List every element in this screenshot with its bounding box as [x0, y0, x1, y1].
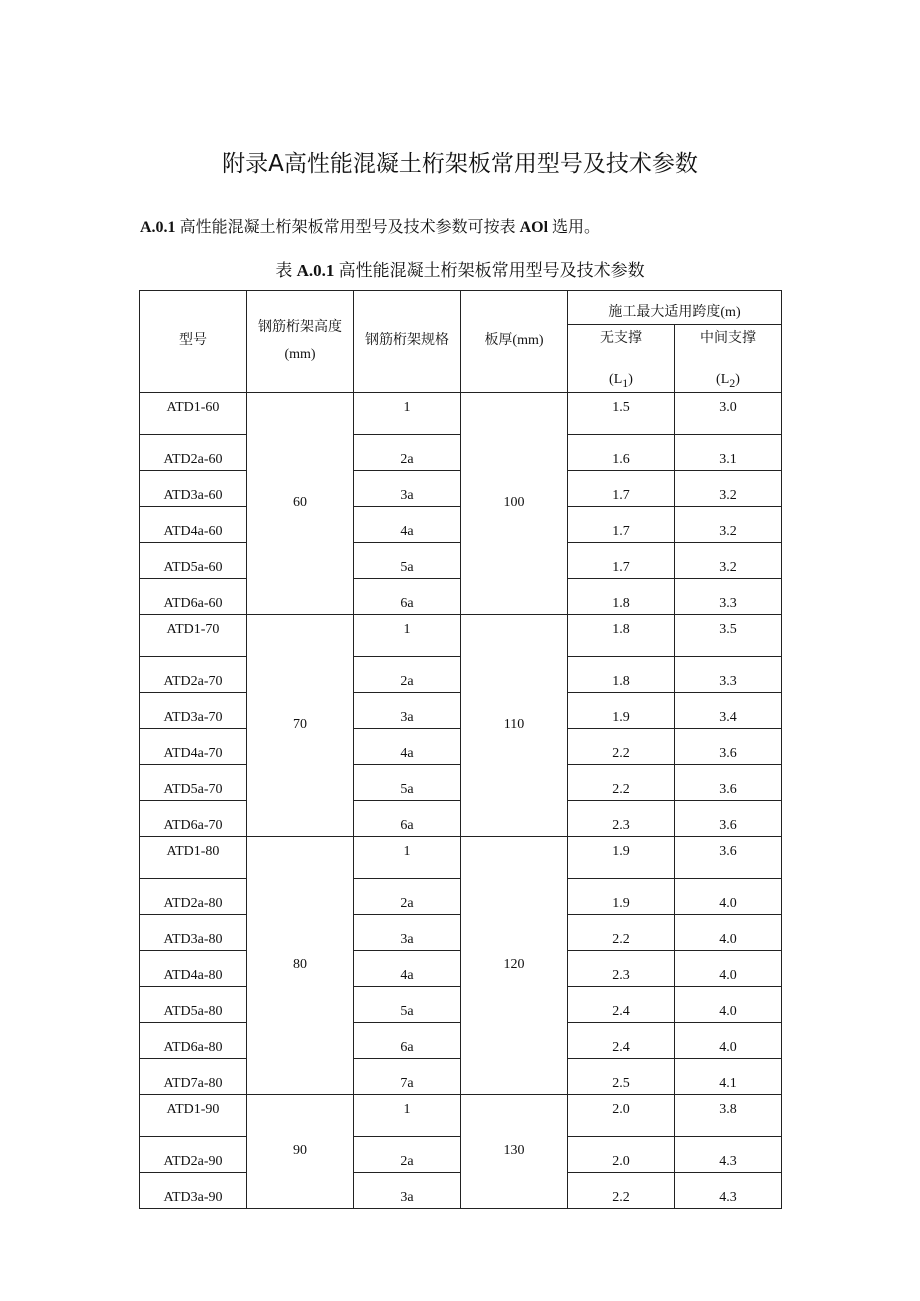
cell-truss-spec: 3a: [354, 1173, 461, 1209]
cell-span-l2: 3.8: [675, 1095, 782, 1137]
header-mid-support: 中间支撑 $(L_2)$: [675, 325, 782, 393]
cell-span-l1: 2.4: [568, 987, 675, 1023]
cell-truss-height: 90: [247, 1095, 354, 1209]
cell-truss-spec: 6a: [354, 801, 461, 837]
cell-span-l2: 3.2: [675, 507, 782, 543]
cell-truss-spec: 2a: [354, 879, 461, 915]
cell-truss-spec: 5a: [354, 543, 461, 579]
cell-model: ATD2a-90: [140, 1137, 247, 1173]
cell-thickness: 110: [461, 615, 568, 837]
cell-truss-spec: 3a: [354, 471, 461, 507]
cell-span-l1: 2.4: [568, 1023, 675, 1059]
cell-model: ATD5a-80: [140, 987, 247, 1023]
cell-span-l2: 4.3: [675, 1173, 782, 1209]
cell-model: ATD6a-80: [140, 1023, 247, 1059]
cell-span-l1: 2.2: [568, 729, 675, 765]
cell-model: ATD1-60: [140, 393, 247, 435]
cell-truss-height: 60: [247, 393, 354, 615]
header-thickness: 板厚(mm): [461, 291, 568, 393]
cell-span-l2: 4.3: [675, 1137, 782, 1173]
cell-span-l1: 2.2: [568, 1173, 675, 1209]
caption-text: 高性能混凝土桁架板常用型号及技术参数: [334, 261, 645, 280]
cell-span-l2: 3.6: [675, 729, 782, 765]
cell-span-l1: 2.3: [568, 801, 675, 837]
cell-span-l1: 2.3: [568, 951, 675, 987]
caption-ref: A.0.1: [296, 261, 335, 280]
cell-span-l2: 4.0: [675, 987, 782, 1023]
cell-truss-spec: 2a: [354, 435, 461, 471]
cell-span-l2: 3.1: [675, 435, 782, 471]
intro-clause-ref: A.0.1: [140, 219, 176, 236]
caption-prefix: 表: [275, 261, 297, 280]
cell-span-l1: 1.9: [568, 879, 675, 915]
cell-span-l2: 4.0: [675, 1023, 782, 1059]
cell-span-l1: 2.2: [568, 765, 675, 801]
cell-model: ATD5a-70: [140, 765, 247, 801]
table-row: [140, 615, 782, 657]
cell-span-l1: 2.2: [568, 915, 675, 951]
intro-table-ref: AOl: [519, 219, 549, 236]
cell-truss-spec: 4a: [354, 729, 461, 765]
cell-span-l2: 3.4: [675, 693, 782, 729]
cell-span-l1: 1.8: [568, 615, 675, 657]
page-title: 附录A高性能混凝土桁架板常用型号及技术参数: [222, 151, 698, 177]
cell-span-l2: 3.0: [675, 393, 782, 435]
cell-truss-spec: 6a: [354, 579, 461, 615]
cell-model: ATD1-90: [140, 1095, 247, 1137]
cell-span-l1: 2.5: [568, 1059, 675, 1095]
cell-span-l1: 2.0: [568, 1137, 675, 1173]
cell-span-l2: 4.0: [675, 915, 782, 951]
cell-truss-spec: 4a: [354, 507, 461, 543]
header-model: 型号: [140, 291, 247, 393]
cell-truss-spec: 6a: [354, 1023, 461, 1059]
cell-span-l1: 1.7: [568, 507, 675, 543]
cell-truss-spec: 4a: [354, 951, 461, 987]
intro-tail: 选用。: [548, 219, 601, 236]
cell-model: ATD3a-90: [140, 1173, 247, 1209]
cell-truss-height: 70: [247, 615, 354, 837]
cell-truss-spec: 1: [354, 615, 461, 657]
cell-truss-height: 80: [247, 837, 354, 1095]
cell-model: ATD2a-60: [140, 435, 247, 471]
cell-span-l1: 1.7: [568, 471, 675, 507]
intro-paragraph: [140, 214, 600, 237]
cell-span-l1: 1.9: [568, 693, 675, 729]
cell-thickness: 130: [461, 1095, 568, 1209]
cell-truss-spec: 7a: [354, 1059, 461, 1095]
cell-model: ATD6a-60: [140, 579, 247, 615]
cell-span-l2: 3.2: [675, 543, 782, 579]
cell-span-l2: 3.6: [675, 837, 782, 879]
header-span: 施工最大适用跨度(m): [568, 291, 782, 325]
cell-thickness: 120: [461, 837, 568, 1095]
cell-span-l2: 4.0: [675, 879, 782, 915]
cell-span-l1: 1.9: [568, 837, 675, 879]
cell-model: ATD3a-70: [140, 693, 247, 729]
cell-truss-spec: 5a: [354, 765, 461, 801]
intro-text: 高性能混凝土桁架板常用型号及技术参数可按表: [175, 219, 520, 236]
cell-truss-spec: 3a: [354, 693, 461, 729]
cell-truss-spec: 1: [354, 393, 461, 435]
cell-truss-spec: 3a: [354, 915, 461, 951]
cell-model: ATD2a-70: [140, 657, 247, 693]
cell-truss-spec: 1: [354, 1095, 461, 1137]
cell-span-l2: 3.2: [675, 471, 782, 507]
cell-span-l1: 1.5: [568, 393, 675, 435]
header-truss-height: 钢筋桁架高度(mm): [247, 291, 354, 393]
cell-span-l2: 3.5: [675, 615, 782, 657]
cell-truss-spec: 1: [354, 837, 461, 879]
table-row: [140, 1095, 782, 1137]
cell-span-l2: 3.6: [675, 765, 782, 801]
header-no-support: 无支撑 $(L_1)$: [568, 325, 675, 393]
header-truss-spec: 钢筋桁架规格: [354, 291, 461, 393]
cell-span-l1: 1.6: [568, 435, 675, 471]
cell-model: ATD4a-80: [140, 951, 247, 987]
cell-span-l1: 1.8: [568, 657, 675, 693]
cell-span-l2: 3.6: [675, 801, 782, 837]
cell-model: ATD5a-60: [140, 543, 247, 579]
cell-thickness: 100: [461, 393, 568, 615]
cell-span-l2: 3.3: [675, 579, 782, 615]
cell-model: ATD7a-80: [140, 1059, 247, 1095]
cell-model: ATD3a-60: [140, 471, 247, 507]
cell-model: ATD1-80: [140, 837, 247, 879]
cell-span-l1: 1.8: [568, 579, 675, 615]
table-caption: [0, 256, 920, 281]
cell-model: ATD1-70: [140, 615, 247, 657]
cell-span-l2: 4.0: [675, 951, 782, 987]
cell-span-l1: 1.7: [568, 543, 675, 579]
cell-span-l2: 3.3: [675, 657, 782, 693]
cell-span-l2: 4.1: [675, 1059, 782, 1095]
cell-truss-spec: 2a: [354, 657, 461, 693]
cell-model: ATD6a-70: [140, 801, 247, 837]
cell-truss-spec: 5a: [354, 987, 461, 1023]
cell-model: ATD4a-70: [140, 729, 247, 765]
cell-truss-spec: 2a: [354, 1137, 461, 1173]
cell-span-l1: 2.0: [568, 1095, 675, 1137]
cell-model: ATD4a-60: [140, 507, 247, 543]
cell-model: ATD2a-80: [140, 879, 247, 915]
table-row: [140, 393, 782, 435]
table-row: [140, 837, 782, 879]
parameters-table: [139, 290, 782, 1209]
cell-model: ATD3a-80: [140, 915, 247, 951]
